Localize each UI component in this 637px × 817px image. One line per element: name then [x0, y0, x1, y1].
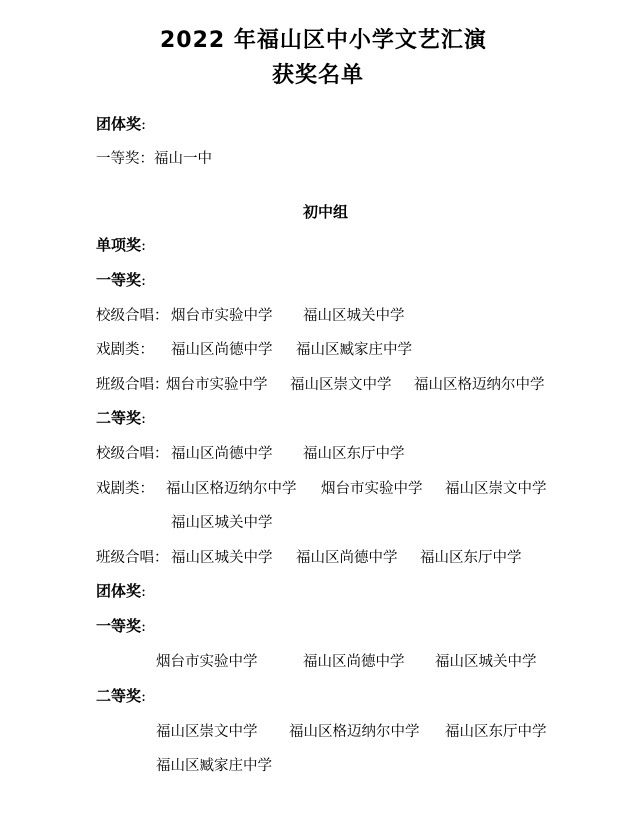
- award-label: 校级合唱：: [96, 308, 169, 324]
- school-name: 福山区东厅中学: [445, 724, 547, 740]
- school-name: 福山区尚德中学: [303, 654, 405, 670]
- school-name: 福山区城关中学: [303, 308, 405, 324]
- school-name: 福山区城关中学: [171, 515, 273, 531]
- school-name: 烟台市实验中学: [156, 654, 258, 670]
- ms-group-award-heading: 团体奖:: [96, 582, 147, 600]
- second-prize-heading: 二等奖:: [96, 409, 147, 427]
- group-award-first: 一等奖：福山一中: [96, 151, 212, 167]
- school-name: 烟台市实验中学: [166, 377, 268, 393]
- school-name: 福山区崇文中学: [290, 377, 392, 393]
- school-name: 福山区臧家庄中学: [296, 342, 412, 358]
- school-name: 福山区尚德中学: [171, 342, 273, 358]
- award-label: 班级合唱：: [96, 550, 169, 566]
- school-name: 福山区臧家庄中学: [156, 758, 272, 774]
- school-name: 福山区城关中学: [435, 654, 537, 670]
- school-name: 福山区东厅中学: [420, 550, 522, 566]
- ms-group-second-heading: 二等奖:: [96, 687, 147, 705]
- school-name: 福山区格迈纳尔中学: [166, 481, 297, 497]
- award-label: 校级合唱：: [96, 446, 169, 462]
- school-name: 福山区东厅中学: [303, 446, 405, 462]
- school-name: 烟台市实验中学: [171, 308, 273, 324]
- section-title: 初中组: [303, 203, 349, 221]
- award-label: 戏剧类：: [96, 342, 154, 358]
- school-name: 福山区格迈纳尔中学: [414, 377, 545, 393]
- school-name: 福山区尚德中学: [171, 446, 273, 462]
- single-award-heading: 单项奖:: [96, 236, 147, 254]
- page-subtitle: 获奖名单: [272, 63, 365, 88]
- school-name: 福山区格迈纳尔中学: [289, 724, 420, 740]
- group-award-heading: 团体奖:: [96, 115, 147, 133]
- school-name: 福山区城关中学: [171, 550, 273, 566]
- school-name: 福山区崇文中学: [156, 724, 258, 740]
- school-name: 烟台市实验中学: [321, 481, 423, 497]
- school-name: 福山区尚德中学: [296, 550, 398, 566]
- school-name: 福山区崇文中学: [445, 481, 547, 497]
- first-prize-heading: 一等奖:: [96, 271, 147, 289]
- award-label: 班级合唱：: [96, 377, 169, 393]
- award-label: 戏剧类：: [96, 481, 154, 497]
- page-title: 2022 年福山区中小学文艺汇演: [160, 28, 487, 53]
- ms-group-first-heading: 一等奖:: [96, 617, 147, 635]
